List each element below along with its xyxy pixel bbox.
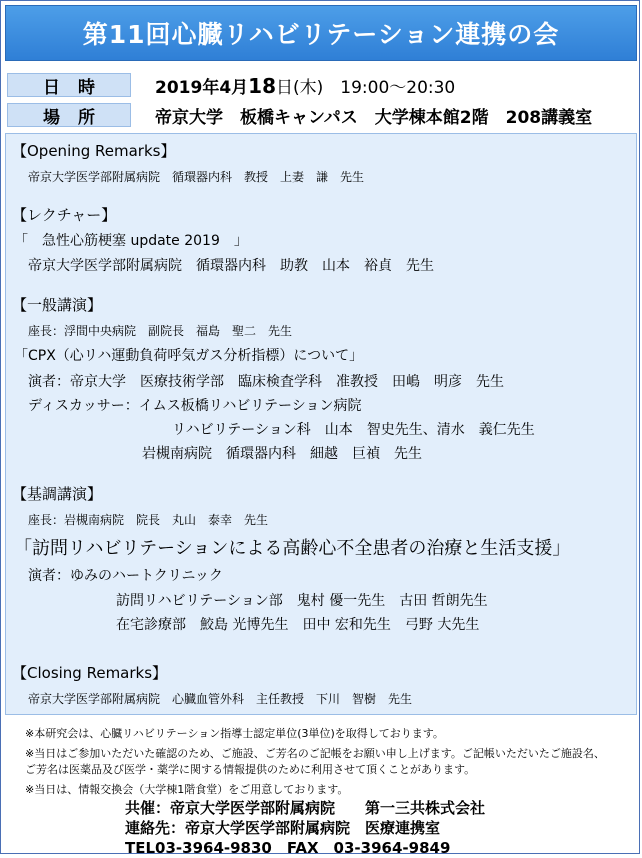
general-discussant-1: ディスカッサー：イムス板橋リハビリテーション病院 [28,398,362,414]
venue-label: 場所 [7,103,131,127]
general-chair: 座長：浮間中央病院 副院長 福島 聖二 先生 [28,324,293,338]
footer-contact: 連絡先：帝京大学医学部附属病院 医療連携室 [125,819,441,837]
closing-heading: 【Closing Remarks】 [12,664,168,682]
closing-speaker: 帝京大学医学部附属病院 心臓血管外科 主任教授 下川 智樹 先生 [28,692,413,706]
lecture-heading: 【レクチャー】 [12,206,117,224]
program-box [5,133,637,715]
footer-phone: TEL03-3964-9830 FAX 03-3964-9849 [125,839,451,857]
footer-sponsor: 共催：帝京大学医学部附属病院 第一三共株式会社 [125,799,486,817]
opening-heading: 【Opening Remarks】 [12,142,176,160]
keynote-heading: 【基調講演】 [12,485,103,503]
date-value [155,73,455,98]
date-year-month: 2019年4月 [155,77,249,98]
lecture-speaker: 帝京大学医学部附属病院 循環器内科 助教 山本 裕貞 先生 [28,258,434,274]
keynote-presenter-2: 訪問リハビリテーション部 鬼村 優一先生 古田 哲朗先生 [116,593,488,609]
note-2: ※当日はご参加いただいた確認のため、ご施設、ご芳名のご記帳をお願い申し上げます。ご記帳いただいたご施設名、 [25,747,605,760]
date-day: 18 [248,73,276,98]
note-1: ※本研究会は、心臓リハビリテーション指導士認定単位(3単位)を取得しております。 [25,727,444,740]
general-discussant-3: 岩槻南病院 循環器内科 細越 巨禎 先生 [142,446,422,462]
venue-row [7,101,592,129]
date-label: 日時 [7,73,131,97]
date-day-suffix: 日(木) [276,77,324,98]
keynote-presenter-3: 在宅診療部 鮫島 光博先生 田中 宏和先生 弓野 大先生 [116,617,480,633]
lecture-topic: 「 急性心筋梗塞 update 2019 」 [14,233,248,249]
general-heading: 【一般講演】 [12,296,103,314]
note-4: ※当日は、情報交換会（大学棟1階食堂）をご用意しております。 [25,783,349,796]
general-discussant-2: リハビリテーション科 山本 智史先生、清水 義仁先生 [172,422,535,438]
general-presenter: 演者：帝京大学 医療技術学部 臨床検査学科 准教授 田嶋 明彦 先生 [28,374,504,390]
note-3: ご芳名は医薬品及び医学・薬学に関する情報提供のために利用させて頂くことがあります。 [25,763,476,776]
venue-value: 帝京大学 板橋キャンパス 大学棟本館2階 208講義室 [155,107,593,128]
opening-speaker: 帝京大学医学部附属病院 循環器内科 教授 上妻 謙 先生 [28,170,365,184]
keynote-chair: 座長：岩槻南病院 院長 丸山 泰幸 先生 [28,513,269,527]
general-topic: 「CPX（心リハ運動負荷呼気ガス分析指標）について」 [14,348,364,364]
event-title: 第11回心臓リハビリテーション連携の会 [5,5,637,61]
date-time: 19:00～20:30 [340,77,456,98]
keynote-topic: 「訪問リハビリテーションによる高齢心不全患者の治療と生活支援」 [14,538,571,559]
date-row [7,71,455,99]
keynote-presenter-1: 演者：ゆみのハートクリニック [28,568,223,584]
